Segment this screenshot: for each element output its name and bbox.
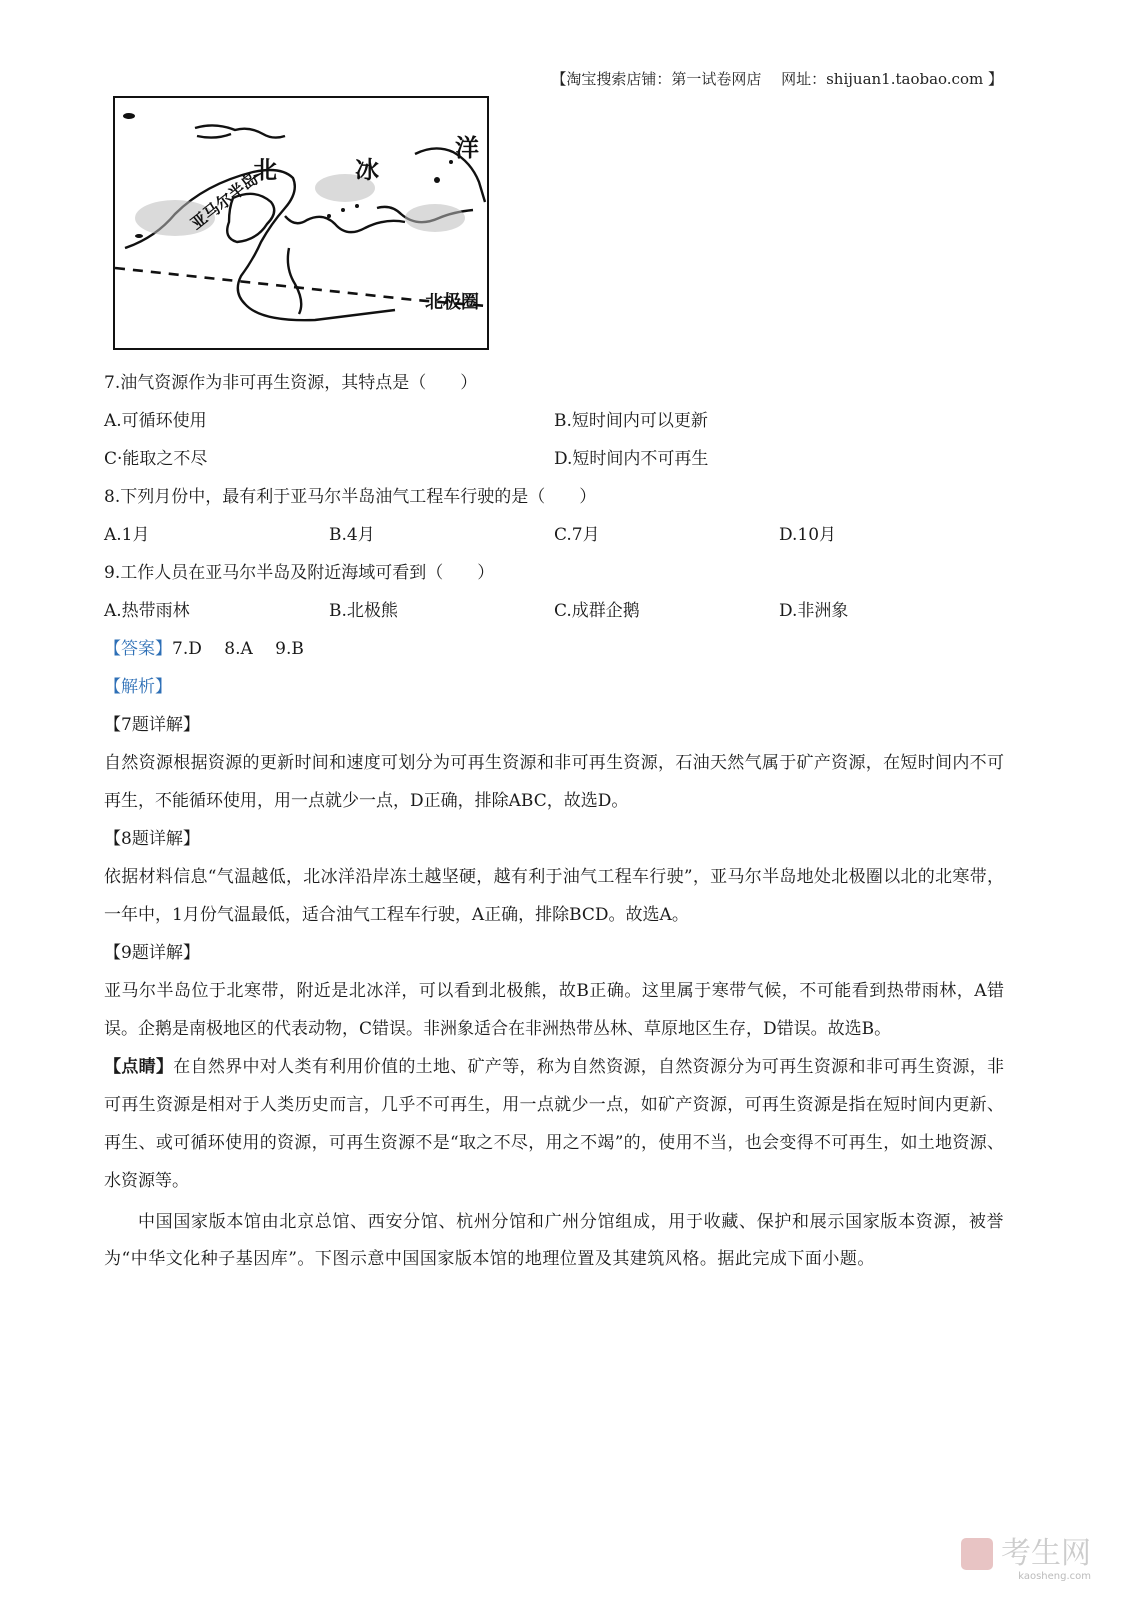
- analysis-line: [104, 668, 1004, 706]
- option-7b: B.短时间内可以更新: [554, 411, 708, 431]
- map-label-ocean: 洋: [455, 134, 479, 162]
- watermark-subtext: kaosheng.com: [1018, 1571, 1091, 1582]
- option-7a: A.可循环使用: [104, 411, 207, 431]
- next-section-intro: 中国国家版本馆由北京总馆、西安分馆、杭州分馆和广州分馆组成，用于收藏、保护和展示国家版本资源，被誉为“中华文化种子基因库”。下图示意中国国家版本馆的地理位置及其建筑风格。据此完成下面小题。: [104, 1212, 1004, 1269]
- document-body: [104, 364, 1004, 1278]
- watermark-text: 考生网: [1001, 1536, 1091, 1571]
- map-label-arctic-circle: 北极圈: [425, 292, 479, 313]
- question-9-stem: 9.工作人员在亚马尔半岛及附近海域可看到（ ）: [104, 563, 495, 583]
- option-9d: D.非洲象: [779, 601, 849, 621]
- tip-tag: 【点睛】: [104, 1057, 174, 1077]
- analysis-tag: 【解析】: [104, 677, 172, 697]
- detail-9-title: 【9题详解】: [104, 943, 200, 963]
- detail-9-text: 亚马尔半岛位于北寒带，附近是北冰洋，可以看到北极熊，故B正确。这里属于寒带气候，不可能看到热带雨林，A错误。企鹅是南极地区的代表动物，C错误。非洲象适合在非洲热带丛林、草原地区生存，D错误。故选B。: [104, 981, 1004, 1039]
- question-7-options: [104, 402, 1004, 440]
- option-9a: A.热带雨林: [104, 601, 190, 621]
- detail-8-title: 【8题详解】: [104, 829, 200, 849]
- detail-7-text: 自然资源根据资源的更新时间和速度可划分为可再生资源和非可再生资源，石油天然气属于矿产资源，在短时间内不可再生，不能循环使用，用一点就少一点，D正确，排除ABC，故选D。: [104, 753, 1004, 811]
- map-label-ice: 冰: [355, 156, 379, 184]
- tip-text: 在自然界中对人类有利用价值的土地、矿产等，称为自然资源，自然资源分为可再生资源和非可再生资源，非可再生资源是相对于人类历史而言，几乎不可再生，用一点就少一点，如矿产资源，可再生资源是指在短时间内更新、再生、或可循环使用的资源，可再生资源不是“取之不尽，用之不竭”的，使用不当，也会变得不可再生，如土地资源、水资源等。: [104, 1057, 1005, 1191]
- question-7-stem: 7.油气资源作为非可再生资源，其特点是（ ）: [104, 373, 478, 393]
- option-8b: B.4月: [329, 525, 375, 545]
- question-8-stem: 8.下列月份中，最有利于亚马尔半岛油气工程车行驶的是（ ）: [104, 487, 597, 507]
- detail-8-text: 依据材料信息“气温越低，北冰洋沿岸冻土越坚硬，越有利于油气工程车行驶”，亚马尔半岛地处北极圈以北的北寒带，一年中，1月份气温最低，适合油气工程车行驶，A正确，排除BCD。故选A。: [104, 867, 1004, 925]
- option-8a: A.1月: [104, 525, 150, 545]
- option-7c: C·能取之不尽: [104, 449, 208, 469]
- map-label-north: 北: [253, 156, 277, 184]
- answer-tag: 【答案】: [104, 639, 172, 659]
- watermark: [961, 1536, 1091, 1582]
- option-9c: C.成群企鹅: [554, 601, 640, 621]
- question-7-options-2: [104, 440, 1004, 478]
- option-7d: D.短时间内不可再生: [554, 449, 709, 469]
- option-9b: B.北极熊: [329, 601, 398, 621]
- tip-paragraph: [104, 1048, 1004, 1200]
- map-label-peninsula: 亚马尔半岛: [186, 169, 262, 234]
- option-8d: D.10月: [779, 525, 837, 545]
- answer-line: [104, 630, 1004, 668]
- detail-7-title: 【7题详解】: [104, 715, 200, 735]
- question-9-options: [104, 592, 1004, 630]
- watermark-logo-icon: [961, 1538, 993, 1570]
- option-8c: C.7月: [554, 525, 600, 545]
- yamal-map: [113, 96, 489, 350]
- answer-text: 7.D 8.A 9.B: [172, 639, 304, 659]
- question-8-options: [104, 516, 1004, 554]
- page-header: 【淘宝搜索店铺：第一试卷网店 网址：shijuan1.taobao.com 】: [551, 70, 1003, 88]
